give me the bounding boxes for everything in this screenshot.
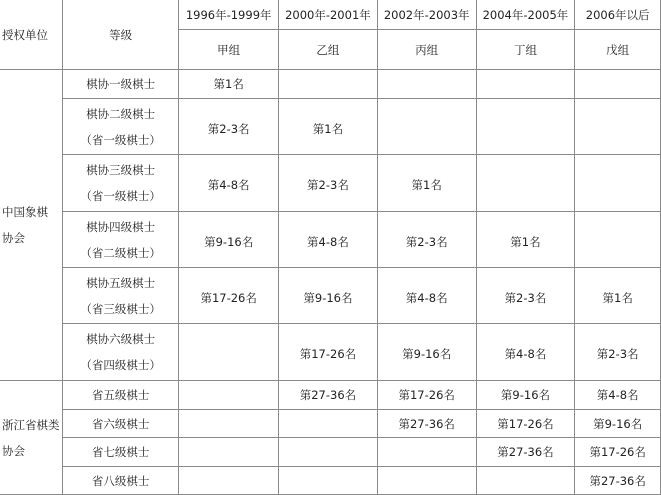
level-cell	[62, 155, 178, 212]
rank-cell	[476, 268, 575, 324]
rank-cell: 第9-16名	[476, 381, 575, 410]
unit-line: 协会	[2, 443, 25, 458]
rank-cell	[279, 410, 378, 438]
level-cell: 省七级棋士	[62, 438, 178, 467]
table-row	[0, 381, 661, 410]
rank-value: 第2-3名	[504, 290, 547, 305]
rank-cell	[575, 324, 661, 381]
rank-cell	[179, 155, 279, 212]
level-cell	[62, 212, 178, 268]
rank-cell	[377, 155, 476, 212]
level-cell	[62, 324, 178, 381]
header-period: 1996年-1999年	[179, 0, 279, 30]
rank-cell	[377, 268, 476, 324]
rank-cell	[279, 155, 378, 212]
rank-value: 第2-3名	[405, 234, 448, 249]
level-cell: 省六级棋士	[62, 410, 178, 438]
rank-cell: 第17-26名	[575, 438, 661, 467]
unit-line: 中国象棋	[2, 205, 48, 219]
rank-value: 第4-8名	[504, 347, 547, 361]
header-group: 戊组	[575, 30, 661, 70]
header-group: 丁组	[476, 30, 575, 70]
rank-cell	[377, 467, 476, 495]
header-unit: 授权单位	[0, 0, 62, 70]
rank-cell	[575, 70, 661, 99]
level-cell	[62, 70, 178, 99]
rank-value: 第2-3名	[596, 347, 639, 361]
level-sub: （省三级棋士）	[80, 301, 161, 316]
table-row	[0, 467, 661, 495]
unit-line: 浙江省棋类	[2, 417, 60, 432]
rank-value: 第4-8名	[207, 178, 250, 192]
table-row	[0, 70, 661, 99]
header-group: 丙组	[377, 30, 476, 70]
rank-value: 第1名	[510, 234, 541, 249]
rank-cell	[279, 467, 378, 495]
rank-cell	[377, 70, 476, 99]
unit-cell	[0, 70, 62, 381]
level-name: 棋协三级棋士	[86, 163, 156, 177]
rank-value: 第1名	[602, 290, 633, 305]
level-cell: 省五级棋士	[62, 381, 178, 410]
table-row	[0, 212, 661, 268]
rank-value: 第9-16名	[204, 234, 254, 249]
rank-cell	[476, 212, 575, 268]
level-cell: 省八级棋士	[62, 467, 178, 495]
rank-value: 第4-8名	[405, 290, 448, 305]
header-period: 2002年-2003年	[377, 0, 476, 30]
rank-cell	[179, 99, 279, 155]
rank-cell	[279, 438, 378, 467]
rank-cell: 第17-26名	[377, 381, 476, 410]
table-row	[0, 155, 661, 212]
rank-cell	[179, 268, 279, 324]
rank-cell	[279, 212, 378, 268]
level-name: 棋协五级棋士	[86, 275, 156, 290]
table-row	[0, 324, 661, 381]
header-level: 等级	[62, 0, 178, 70]
unit-cell	[0, 381, 62, 495]
rank-value: 第17-26名	[200, 290, 257, 305]
rank-cell	[377, 438, 476, 467]
rank-cell	[179, 381, 279, 410]
rank-cell	[476, 70, 575, 99]
rank-cell	[279, 70, 378, 99]
rank-cell	[575, 268, 661, 324]
header-period: 2006年以后	[575, 0, 661, 30]
rank-cell	[279, 324, 378, 381]
rank-cell	[476, 99, 575, 155]
level-cell	[62, 268, 178, 324]
rank-cell	[179, 438, 279, 467]
table-row	[0, 99, 661, 155]
rank-cell	[279, 268, 378, 324]
rank-cell	[476, 324, 575, 381]
level-sub: （省四级棋士）	[80, 358, 161, 372]
rank-cell	[179, 212, 279, 268]
rank-cell	[279, 99, 378, 155]
rank-cell: 第4-8名	[575, 381, 661, 410]
level-name: 棋协四级棋士	[86, 219, 156, 234]
rank-value: 第17-26名	[299, 347, 357, 361]
rank-cell	[179, 324, 279, 381]
level-sub: （省二级棋士）	[80, 245, 161, 260]
level-sub: （省一级棋士）	[80, 189, 161, 203]
rank-value: 第2-3名	[307, 178, 349, 192]
rank-value: 第1名	[411, 178, 442, 192]
level-name: 棋协一级棋士	[86, 77, 156, 91]
table-row	[0, 268, 661, 324]
rank-cell: 第27-36名	[476, 438, 575, 467]
rank-value: 第4-8名	[307, 234, 349, 249]
rank-cell	[575, 99, 661, 155]
rank-value: 第1名	[312, 121, 344, 136]
rank-value: 第9-16名	[303, 290, 353, 305]
rank-cell	[179, 467, 279, 495]
level-sub: （省一级棋士）	[80, 132, 161, 147]
header-group: 乙组	[279, 30, 378, 70]
header-row-periods	[0, 0, 661, 30]
rank-cell	[377, 99, 476, 155]
rank-cell: 第1名	[179, 70, 279, 99]
header-group: 甲组	[179, 30, 279, 70]
rank-cell	[179, 410, 279, 438]
level-name: 棋协六级棋士	[86, 332, 156, 346]
unit-line: 协会	[2, 231, 25, 245]
rank-cell: 第27-36名	[377, 410, 476, 438]
header-period: 2004年-2005年	[476, 0, 575, 30]
rank-cell: 第17-26名	[476, 410, 575, 438]
rank-value: 第2-3名	[207, 121, 250, 136]
rank-cell	[476, 467, 575, 495]
rank-cell	[575, 212, 661, 268]
table-row	[0, 438, 661, 467]
header-period: 2000年-2001年	[279, 0, 378, 30]
level-name: 棋协二级棋士	[86, 106, 156, 121]
table-row	[0, 410, 661, 438]
rank-cell	[476, 155, 575, 212]
rank-cell	[377, 324, 476, 381]
rank-cell: 第27-36名	[279, 381, 378, 410]
rank-cell	[575, 155, 661, 212]
rank-cell: 第9-16名	[575, 410, 661, 438]
level-cell	[62, 99, 178, 155]
rank-cell	[377, 212, 476, 268]
rank-cell: 第27-36名	[575, 467, 661, 495]
rank-value: 第9-16名	[402, 347, 452, 361]
